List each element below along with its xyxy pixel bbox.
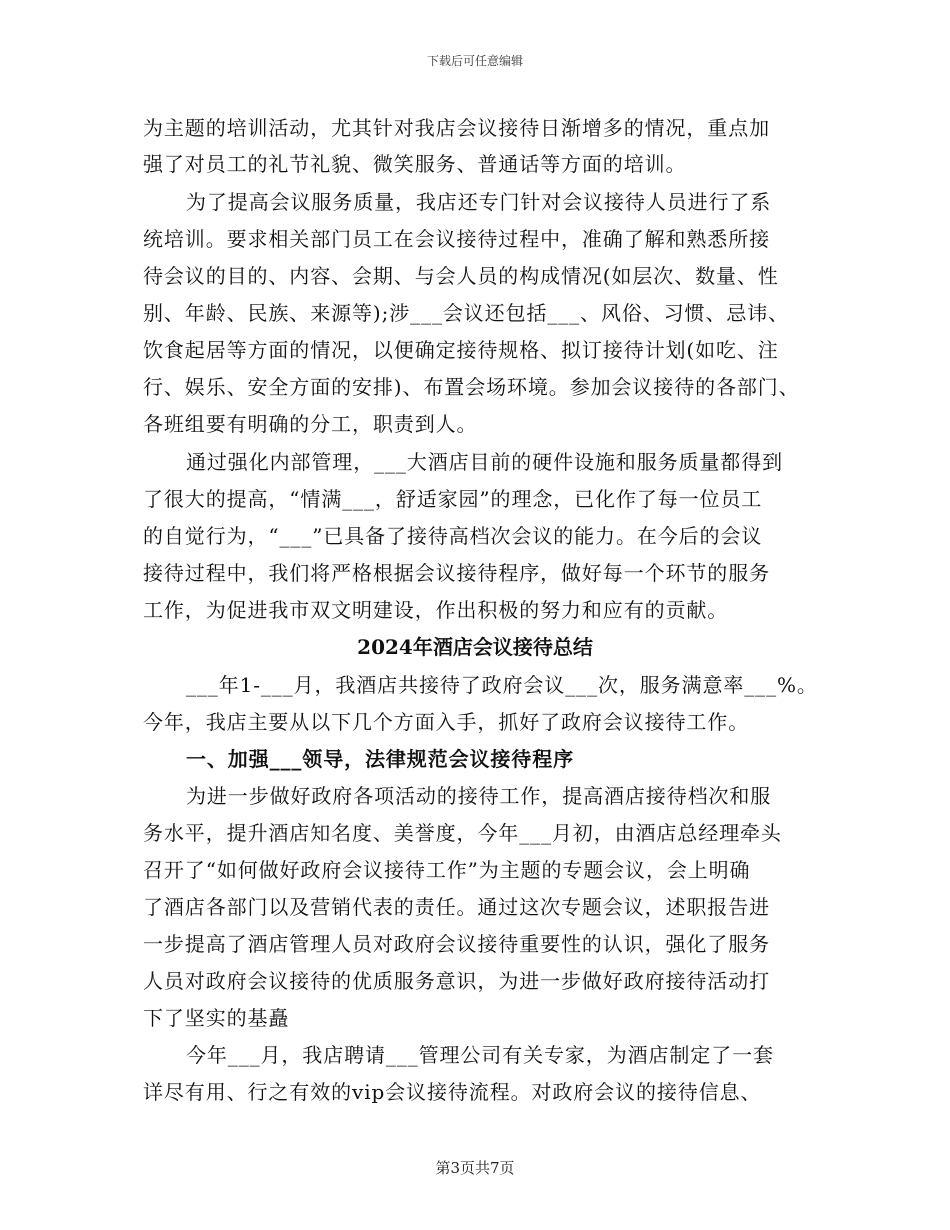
body-line: 人员对政府会议接待的优质服务意识，为进一步做好政府接待活动打 [143, 969, 770, 993]
subsection-heading: 一、加强___领导，法律规范会议接待程序 [186, 747, 574, 771]
body-line: 行、娱乐、安全方面的安排)、布置会场环境。参加会议接待的各部门、 [143, 375, 800, 399]
page-header-note: 下载后可任意编辑 [426, 54, 523, 68]
body-line: 统培训。要求相关部门员工在会议接待过程中，准确了解和熟悉所接 [143, 227, 770, 251]
body-line: ___年1-___月，我酒店共接待了政府会议___次，服务满意率___%。 [186, 673, 818, 697]
body-line: 务水平，提升酒店知名度、美誉度，今年___月初，由酒店总经理牵头 [143, 821, 782, 845]
section-title: 2024年酒店会议接待总结 [357, 635, 593, 659]
page-number: 第3页共7页 [435, 1159, 515, 1177]
body-line: 了很大的提高，“情满___，舒适家园”的理念，已化作了每一位员工 [143, 487, 763, 511]
body-line: 了酒店各部门以及营销代表的责任。通过这次专题会议，述职报告进 [143, 895, 770, 919]
body-line: 为进一步做好政府各项活动的接待工作，提高酒店接待档次和服 [186, 784, 772, 808]
body-line: 下了坚实的基矗 [143, 1006, 290, 1030]
body-line: 各班组要有明确的分工，职责到人。 [143, 412, 478, 436]
body-line: 今年___月，我店聘请___管理公司有关专家，为酒店制定了一套 [186, 1043, 774, 1067]
body-line: 一步提高了酒店管理人员对政府会议接待重要性的认识，强化了服务 [143, 932, 770, 956]
body-line: 接待过程中，我们将严格根据会议接待程序，做好每一个环节的服务 [143, 561, 770, 585]
body-line: 饮食起居等方面的情况，以便确定接待规格、拟订接待计划(如吃、注 [143, 338, 779, 362]
body-line: 召开了“如何做好政府会议接待工作”为主题的专题会议，会上明确 [143, 858, 751, 882]
body-line: 工作，为促进我市双文明建设，作出积极的努力和应有的贡献。 [143, 598, 729, 622]
body-line: 别、年龄、民族、来源等);涉___会议还包括___、风俗、习惯、忌讳、 [143, 301, 790, 325]
body-line: 为了提高会议服务质量，我店还专门针对会议接待人员进行了系 [186, 190, 772, 214]
body-line: 的自觉行为，“___”已具备了接待高档次会议的能力。在今后的会议 [143, 524, 763, 548]
body-line: 今年，我店主要从以下几个方面入手，抓好了政府会议接待工作。 [143, 710, 750, 734]
body-line: 通过强化内部管理，___大酒店目前的硬件设施和服务质量都得到 [186, 450, 783, 474]
body-line: 为主题的培训活动，尤其针对我店会议接待日渐增多的情况，重点加 [143, 116, 770, 140]
body-line: 待会议的目的、内容、会期、与会人员的构成情况(如层次、数量、性 [143, 264, 779, 288]
body-line: 详尽有用、行之有效的vip会议接待流程。对政府会议的接待信息、 [143, 1080, 762, 1104]
body-line: 强了对员工的礼节礼貌、微笑服务、普通话等方面的培训。 [143, 152, 687, 176]
